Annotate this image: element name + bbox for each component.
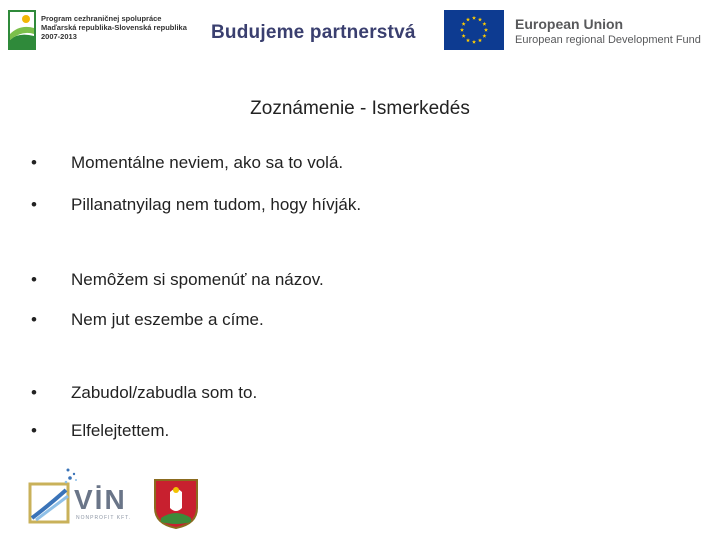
slogan: Budujeme partnerstvá	[211, 22, 416, 43]
bullet-text: Pillanatnyilag nem tudom, hogy hívják.	[71, 195, 362, 214]
bullet-item	[31, 421, 169, 441]
coat-of-arms-icon	[153, 478, 199, 530]
bullet-item	[31, 195, 361, 215]
program-logo-line-2: Maďarská republika-Slovenská republika	[41, 23, 187, 32]
program-logo-line-1: Program cezhraničnej spolupráce	[41, 14, 162, 23]
eu-subtitle: European regional Development Fund	[515, 34, 701, 46]
vin-logo	[28, 466, 146, 524]
bullet-symbol: •	[31, 421, 37, 440]
bullet-symbol: •	[31, 270, 37, 289]
eu-text	[515, 16, 701, 48]
bullet-symbol: •	[31, 153, 37, 172]
bullet-text: Nem jut eszembe a címe.	[71, 310, 264, 329]
bullet-symbol: •	[31, 383, 37, 402]
program-logo-text	[41, 14, 187, 41]
bullet-item	[31, 153, 343, 173]
vin-logo-subtext: NONPROFIT KFT.	[76, 515, 132, 521]
eu-flag-icon	[444, 10, 504, 50]
slide-title	[0, 98, 720, 120]
eu-title: European Union	[515, 16, 624, 32]
bullet-item	[31, 383, 257, 403]
bullet-text: Nemôžem si spomenúť na názov.	[71, 270, 324, 289]
bullet-item	[31, 310, 264, 330]
bullet-symbol: •	[31, 195, 37, 214]
bullet-symbol: •	[31, 310, 37, 329]
program-logo	[8, 10, 198, 52]
bullet-text: Elfelejtettem.	[71, 421, 170, 440]
program-logo-line-3: 2007-2013	[41, 32, 77, 41]
vin-logo-text: VİN	[74, 484, 127, 515]
bullet-item	[31, 270, 324, 290]
bullet-text: Momentálne neviem, ako sa to volá.	[71, 153, 344, 172]
slide-title-text: Zoznámenie - Ismerkedés	[250, 98, 470, 119]
bullet-text: Zabudol/zabudla som to.	[71, 383, 258, 402]
program-logo-icon	[8, 10, 36, 50]
